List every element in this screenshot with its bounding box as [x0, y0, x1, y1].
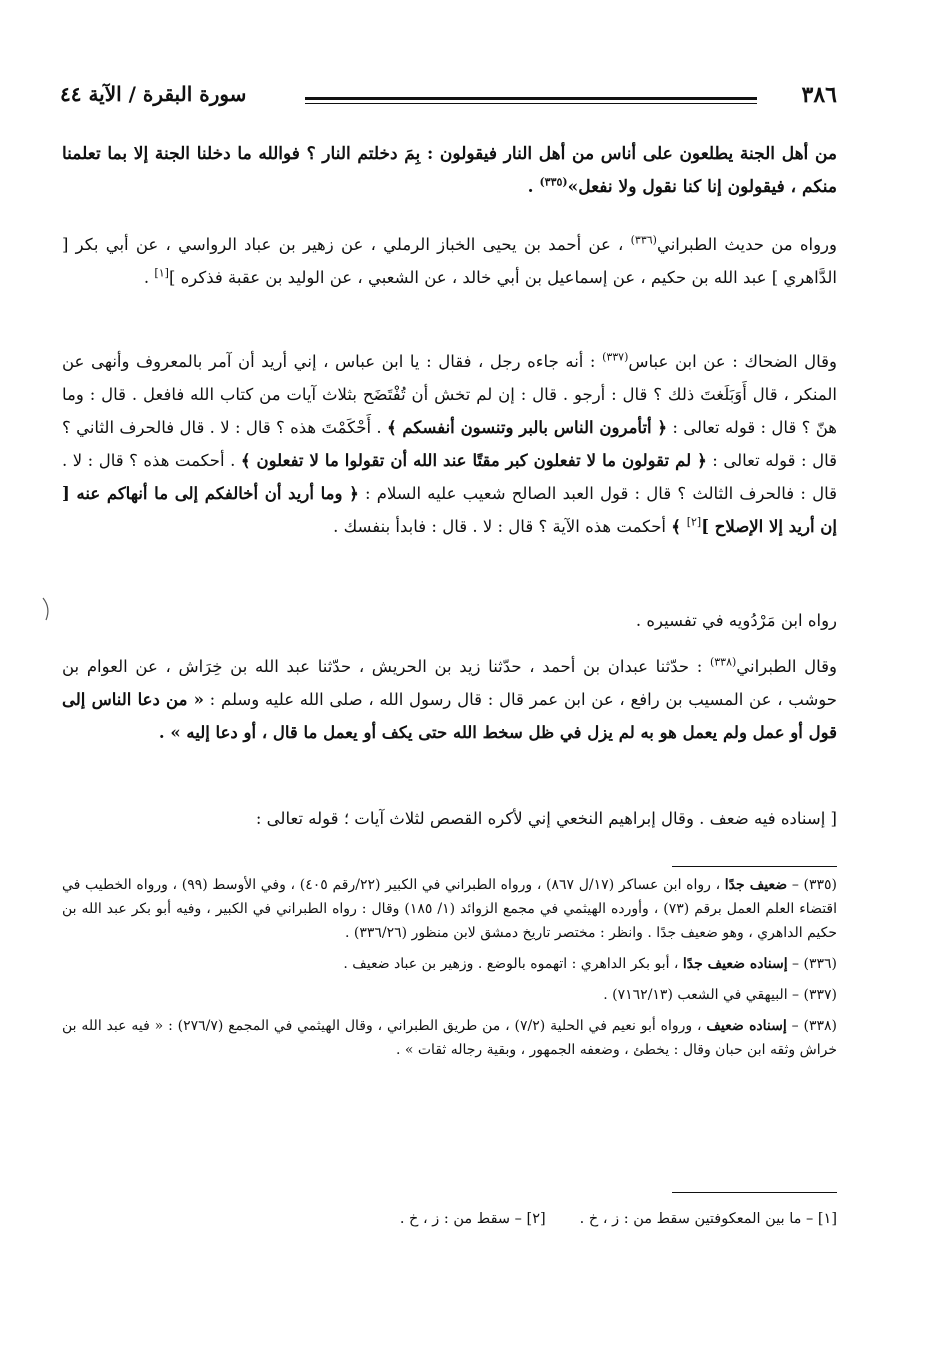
editor-notes-separator: [672, 1192, 837, 1193]
running-title: سورة البقرة / الآية ٤٤: [60, 82, 247, 106]
paragraph-tabarani-chain: [62, 228, 837, 294]
footnote-number: (٣٣٥) –: [787, 877, 837, 893]
editor-notes: [62, 1207, 837, 1231]
footnote-ref: (٣٣٧): [602, 350, 629, 364]
paragraph-tabarani-hadith: [62, 650, 837, 749]
footnote-text: البيهقي في الشعب (٧١٦٢/١٣) .: [603, 987, 788, 1003]
paragraph-text: . أحكمت هذه ؟ قال : لا . قال : فالحرف الثالث ؟ قال : قول العبد الصالح شعيب عليه السلام :: [62, 451, 837, 503]
quran-quote: ﴿ وما أريد أن أخالفكم إلى ما أنهاكم عنه [ إن أريد إلا الإصلاح ]: [62, 484, 837, 536]
paragraph-text: ، عن أحمد بن يحيى الخباز الرملي ، عن زهير بن عباد الرواسي ، عن أبي بكر [ الدَّاهري ] عبد الله بن حكيم ، عن إسماعيل بن أبي خالد ، عن الشعبي ، عن الوليد بن عقبة فذكره ]: [62, 235, 837, 287]
quran-quote: ﴿ أتأمرون الناس بالبر وتنسون أنفسكم ﴾: [386, 418, 668, 437]
paragraph-nakhai: [ إسناده فيه ضعف . وقال إبراهيم النخعي إني لأكره القصص لثلاث آيات ؛ قوله تعالى :: [255, 809, 837, 828]
footnote-text: ، رواه ابن عساكر (١٧/ل ٨٦٧) ، ورواه الطبراني في الكبير (٢٢/رقم ٤٠٥) ، وفي الأوسط (٩٩) ، ورواه الخطيب في اقتضاء العلم العمل برقم (٧٣) ، وأورده الهيثمي في مجمع الزوائد (١/ ١٨٥) وقال : رواه الطبراني في الكبير ، وفيه أبو بكر عبد الله بن حكيم الداهري ، وهو ضعيف جدًا . وانظر : مختصر تاريخ دمشق لابن منظور (٣٣٦/٢٦) .: [62, 877, 838, 941]
paragraph-text: .: [527, 177, 540, 197]
paragraph-text: . أَحْكَمْتَ هذه ؟ قال : لا . قال فالحرف الثاني ؟ قال : قوله تعالى :: [62, 418, 837, 470]
header-rule-thin: [305, 103, 757, 104]
footnote-text: ، أبو بكر الداهري : اتهموه بالوضع . وزهير بن عباد ضعيف .: [343, 956, 683, 972]
editor-note-ref: [١]: [154, 266, 169, 280]
footnotes: [62, 873, 837, 1069]
footnote-ref: (٣٣٨): [709, 655, 737, 669]
footnote-number: (٣٣٧) –: [787, 987, 837, 1003]
paragraph-ibn-mardawayh: رواه ابن مَرْدُويه في تفسيره .: [635, 611, 837, 630]
footnote-separator: [672, 866, 837, 867]
footnote-337: [62, 983, 837, 1007]
footnote-grade: إسناده ضعيف جدًا: [682, 956, 788, 972]
footnote-338: [62, 1014, 837, 1062]
footnote-grade: ضعيف جدًا: [724, 877, 788, 893]
paragraph-text: أحكمت هذه الآية ؟ قال : لا . قال : فابدأ بنفسك .: [333, 517, 672, 536]
quran-quote: ﴾: [671, 517, 687, 536]
paragraph-dahhak-narration: [62, 345, 837, 543]
paragraph-text: : حدّثنا عبدان بن أحمد ، حدّثنا زيد بن الحريش ، حدّثنا عبد الله بن خِرَاش ، عن العوام بن حوشب ، عن المسيب بن رافع ، عن ابن عمر قال : قال رسول الله ، صلى الله عليه وسلم :: [62, 657, 837, 709]
footnote-number: (٣٣٦) –: [787, 956, 837, 972]
header-rule: [305, 97, 757, 100]
paragraph-text: ورواه من حديث الطبراني: [656, 235, 837, 254]
footnote-grade: إسناده ضعيف: [706, 1018, 787, 1034]
paragraph-text: من أهل الجنة يطلعون على أناس من أهل النار فيقولون : بِمَ دخلتم النار ؟ فوالله ما دخلنا الجنة إلا بما تعلمنا منكم ، فيقولون إنا كنا نقول ولا نفعل»: [62, 144, 837, 197]
hadith-text: « من دعا الناس إلى قول أو عمل ولم يعمل هو به لم يزل في ظل سخط الله حتى يكف أو يعمل ما قال ، أو دعا إليه » .: [62, 690, 837, 742]
paragraph-text: وقال الطبراني: [736, 657, 837, 676]
footnote-335: [62, 873, 837, 945]
footnote-336: [62, 952, 837, 976]
paragraph-text: .: [143, 268, 155, 287]
editor-note-1: [١] – ما بين المعكوفتين سقط من : ز ، خ .: [579, 1211, 837, 1227]
editor-note-ref: [٢]: [686, 515, 702, 529]
paragraph-hadith-continuation: [62, 138, 837, 204]
paragraph-text: : أنه جاءه رجل ، فقال : يا ابن عباس ، إني أريد أن آمر بالمعروف وأنهى عن المنكر ، قال أَوَبَلَغتَ ذلك ؟ قال : أرجو . قال : إن لم تخش أن تُفْتَضَح بثلاث آيات من كتاب الله فافعل . قال : وما هنّ ؟ قال : قوله تعالى :: [62, 352, 837, 437]
footnote-ref: (٣٣٥): [539, 175, 568, 189]
quran-quote: ﴿ لم تقولون ما لا تفعلون كبر مقتًا عند الله أن تقولوا ما لا تفعلون ﴾: [240, 451, 707, 470]
paragraph-text: وقال الضحاك : عن ابن عباس: [628, 352, 837, 371]
footnote-text: ، ورواه أبو نعيم في الحلية (٧/٢) ، من طريق الطبراني ، وقال الهيثمي في المجمع (٢٧٦/٧) : « فيه عبد الله بن خراش وثقه ابن حبان وقال : يخطئ ، وضعفه الجمهور ، وبقية رجاله ثقات » .: [62, 1018, 837, 1058]
footnote-ref: (٣٣٦): [630, 233, 657, 247]
footnote-number: (٣٣٨) –: [786, 1018, 837, 1034]
page-header: [60, 82, 837, 122]
margin-mark: [40, 596, 54, 622]
editor-note-2: [٢] – سقط من : ز ، خ .: [399, 1211, 546, 1227]
page-number: ٣٨٦: [801, 82, 837, 108]
